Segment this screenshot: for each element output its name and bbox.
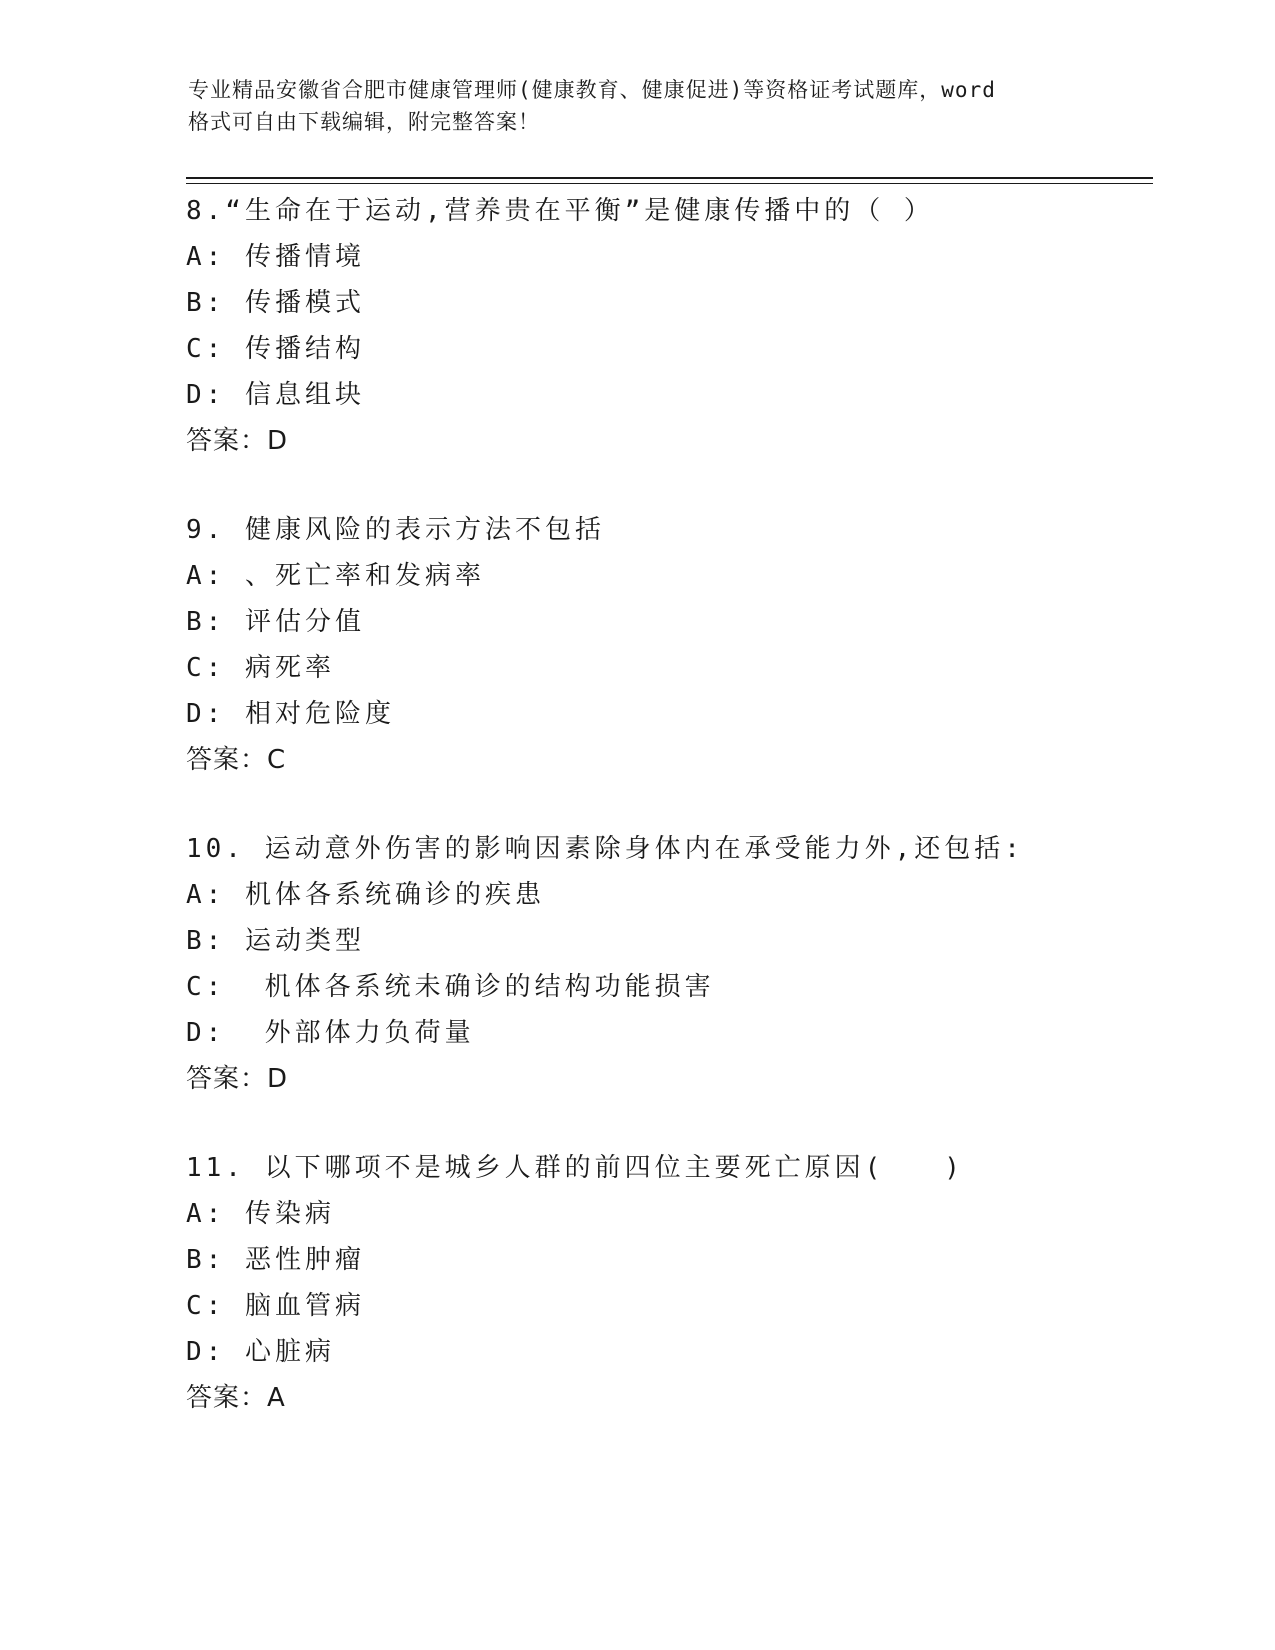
question-text: 10. 运动意外伤害的影响因素除身体内在承受能力外,还包括: <box>186 834 1024 864</box>
option-a: A: 传染病 <box>186 1199 335 1229</box>
header-rule-thin <box>186 183 1153 184</box>
option-c: C: 脑血管病 <box>186 1291 365 1321</box>
question-list <box>186 188 1166 1464</box>
answer: 答案：A <box>186 1383 286 1413</box>
question-text: 8.“生命在于运动,营养贵在平衡”是健康传播中的（ ） <box>186 196 934 226</box>
option-c: C: 病死率 <box>186 653 335 683</box>
option-a: A: 机体各系统确诊的疾患 <box>186 880 545 910</box>
header-rule-thick <box>186 177 1153 179</box>
option-c: C: 机体各系统未确诊的结构功能损害 <box>186 972 715 1002</box>
option-b: B: 运动类型 <box>186 926 365 956</box>
question-text: 11. 以下哪项不是城乡人群的前四位主要死亡原因( ) <box>186 1153 964 1183</box>
option-d: D: 心脏病 <box>186 1337 335 1367</box>
option-d: D: 相对危险度 <box>186 699 395 729</box>
option-d: D: 信息组块 <box>186 380 365 410</box>
option-b: B: 恶性肿瘤 <box>186 1245 365 1275</box>
question-9 <box>186 507 1166 783</box>
option-a: A: 传播情境 <box>186 242 365 272</box>
question-8 <box>186 188 1166 464</box>
question-11 <box>186 1145 1166 1421</box>
question-text: 9. 健康风险的表示方法不包括 <box>186 515 605 545</box>
answer: 答案：D <box>186 1064 289 1094</box>
option-a: A: 、死亡率和发病率 <box>186 561 485 591</box>
option-b: B: 评估分值 <box>186 607 365 637</box>
answer: 答案：D <box>186 426 289 456</box>
answer: 答案：C <box>186 745 287 775</box>
option-d: D: 外部体力负荷量 <box>186 1018 475 1048</box>
document-header <box>188 74 1088 138</box>
header-line-1: 专业精品安徽省合肥市健康管理师(健康教育、健康促进)等资格证考试题库，word <box>188 78 996 102</box>
question-10 <box>186 826 1166 1102</box>
option-b: B: 传播模式 <box>186 288 365 318</box>
header-line-2: 格式可自由下载编辑，附完整答案！ <box>188 110 540 134</box>
option-c: C: 传播结构 <box>186 334 365 364</box>
